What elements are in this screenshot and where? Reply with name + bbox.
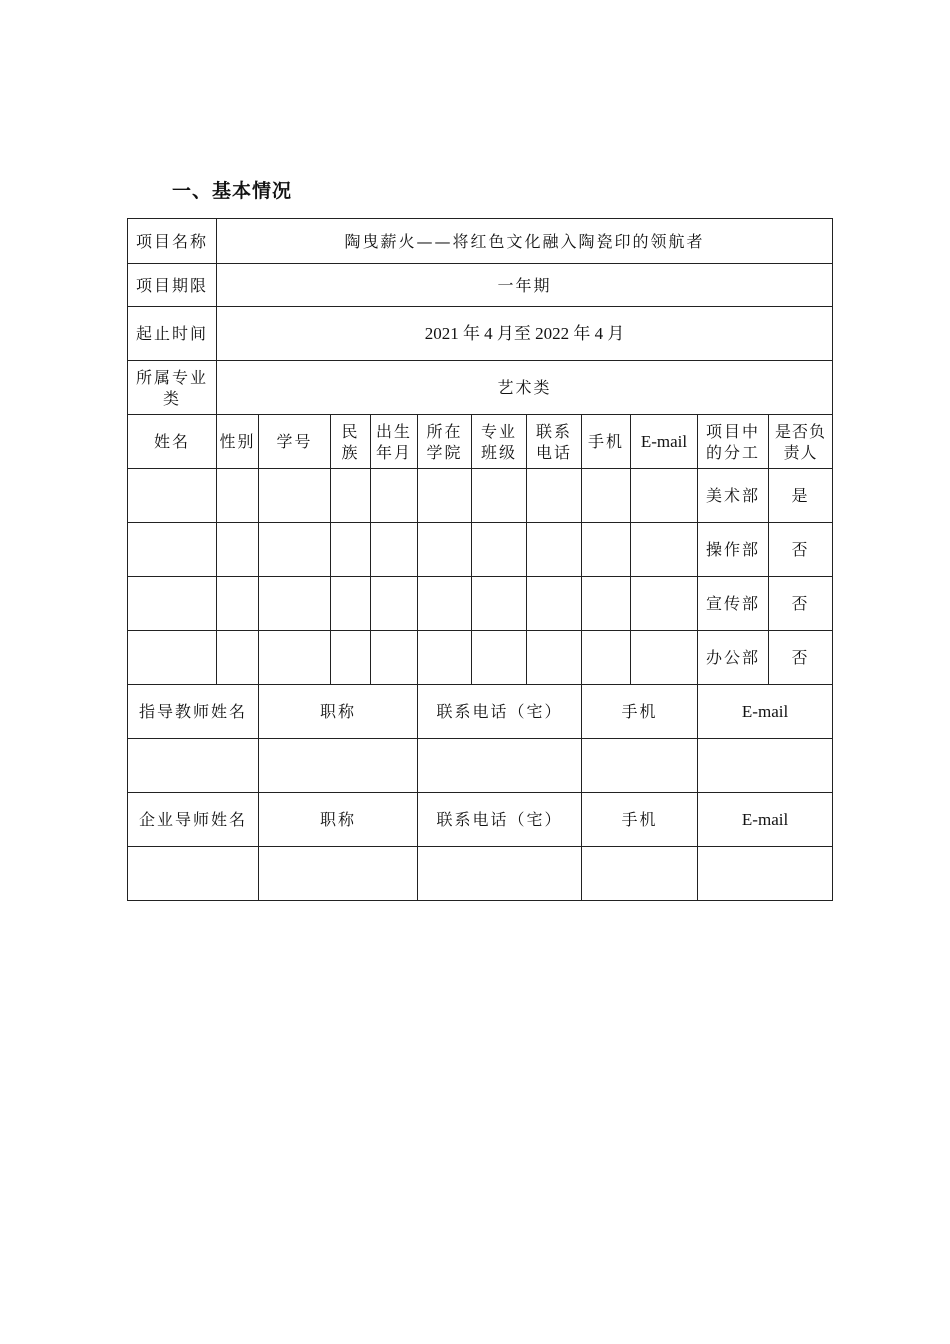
member-header-class: 专业班级 <box>472 415 527 469</box>
enterprise-email-header: E-mail <box>698 793 833 847</box>
project-major-label: 所属专业类 <box>128 361 217 415</box>
teacher-mobile-header: 手机 <box>582 685 698 739</box>
member-header-gender: 性别 <box>217 415 259 469</box>
project-period-value: 一年期 <box>217 264 833 307</box>
member-row <box>128 469 833 523</box>
member-header-mobile: 手机 <box>582 415 631 469</box>
project-period-row <box>128 264 833 307</box>
project-major-value: 艺术类 <box>217 361 833 415</box>
enterprise-mobile-header: 手机 <box>582 793 698 847</box>
member-header-name: 姓名 <box>128 415 217 469</box>
enterprise-header-row <box>128 793 833 847</box>
basic-info-table <box>127 218 833 901</box>
member-header-email: E-mail <box>631 415 698 469</box>
member-header-birth: 出生年月 <box>371 415 418 469</box>
section-title: 一、基本情况 <box>172 180 293 202</box>
project-time-row <box>128 307 833 361</box>
member-header-ethnicity: 民族 <box>331 415 371 469</box>
member-header-phone: 联系电话 <box>527 415 582 469</box>
member-division: 办公部 <box>698 631 769 685</box>
member-leader: 否 <box>769 577 833 631</box>
project-name-value: 陶曳薪火——将红色文化融入陶瓷印的领航者 <box>217 219 833 264</box>
enterprise-name-header: 企业导师姓名 <box>128 793 259 847</box>
project-name-label: 项目名称 <box>128 219 217 264</box>
project-period-label: 项目期限 <box>128 264 217 307</box>
enterprise-value-row <box>128 847 833 901</box>
teacher-phone-header: 联系电话（宅） <box>418 685 582 739</box>
project-name-row <box>128 219 833 264</box>
member-header-division: 项目中的分工 <box>698 415 769 469</box>
member-row <box>128 523 833 577</box>
member-division: 操作部 <box>698 523 769 577</box>
member-division: 美术部 <box>698 469 769 523</box>
member-header-student-id: 学号 <box>259 415 331 469</box>
project-time-value: 2021 年 4 月至 2022 年 4 月 <box>217 307 833 361</box>
project-time-label: 起止时间 <box>128 307 217 361</box>
project-major-row <box>128 361 833 415</box>
teacher-email-header: E-mail <box>698 685 833 739</box>
teacher-value-row <box>128 739 833 793</box>
member-row <box>128 631 833 685</box>
member-header-college: 所在学院 <box>418 415 472 469</box>
member-header-leader: 是否负责人 <box>769 415 833 469</box>
enterprise-title-header: 职称 <box>259 793 418 847</box>
enterprise-phone-header: 联系电话（宅） <box>418 793 582 847</box>
teacher-name-header: 指导教师姓名 <box>128 685 259 739</box>
teacher-header-row <box>128 685 833 739</box>
member-leader: 是 <box>769 469 833 523</box>
teacher-title-header: 职称 <box>259 685 418 739</box>
member-leader: 否 <box>769 631 833 685</box>
member-row <box>128 577 833 631</box>
member-leader: 否 <box>769 523 833 577</box>
member-header-row <box>128 415 833 469</box>
member-division: 宣传部 <box>698 577 769 631</box>
